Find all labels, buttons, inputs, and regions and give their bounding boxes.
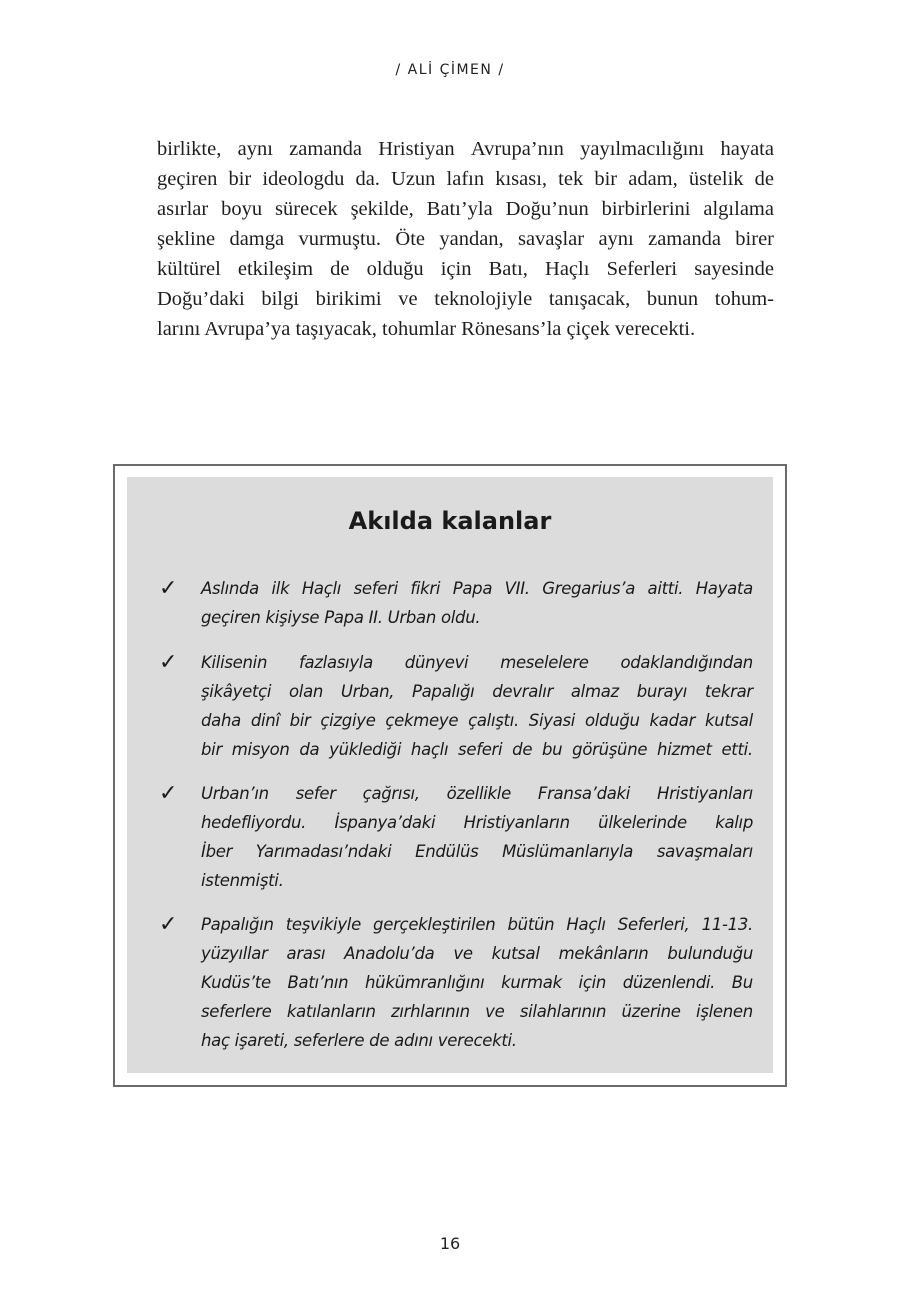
word: Siyasi bbox=[528, 711, 576, 730]
word: almaz bbox=[570, 682, 619, 701]
word: zamanda bbox=[648, 228, 721, 250]
summary-item-line bbox=[201, 939, 753, 968]
word: bilgi bbox=[261, 288, 299, 310]
summary-item-line bbox=[201, 574, 753, 603]
word: ideologdu bbox=[262, 168, 345, 190]
word: şekilde, bbox=[350, 198, 414, 220]
word: aitti. bbox=[647, 579, 684, 598]
word: kalıp bbox=[715, 813, 753, 832]
summary-item-line bbox=[201, 808, 753, 837]
word: bütün bbox=[507, 915, 555, 934]
word: görüşüne bbox=[572, 740, 648, 759]
word: daha bbox=[201, 711, 241, 730]
word: sefer bbox=[295, 784, 336, 803]
word: Hristiyanların bbox=[463, 813, 570, 832]
word: da. bbox=[355, 168, 380, 190]
word: seferlere bbox=[201, 1002, 272, 1021]
word: asırlar bbox=[157, 198, 209, 220]
word: Haçlı bbox=[301, 579, 342, 598]
word: Hristiyanları bbox=[657, 784, 753, 803]
word: kadar bbox=[649, 711, 696, 730]
word: bir bbox=[228, 168, 252, 190]
word: teknolojiyle bbox=[434, 288, 533, 310]
word: Papa bbox=[452, 579, 493, 598]
word: Doğu’daki bbox=[157, 288, 245, 310]
word: kutsal bbox=[491, 944, 540, 963]
word: haçlı bbox=[410, 740, 449, 759]
body-line bbox=[157, 224, 774, 254]
word: Urban, bbox=[340, 682, 395, 701]
word: devralır bbox=[492, 682, 554, 701]
word: çizgiye bbox=[320, 711, 376, 730]
summary-box-title: Akılda kalanlar bbox=[348, 507, 552, 535]
word: ve bbox=[485, 1002, 505, 1021]
word: zamanda bbox=[289, 138, 363, 160]
word: etkileşim bbox=[237, 258, 314, 280]
word: birbirlerini bbox=[601, 198, 691, 220]
word: tohum- bbox=[714, 288, 774, 310]
word: çekmeye bbox=[385, 711, 459, 730]
summary-item-line: haç işareti, seferlere de adını verecekti. bbox=[201, 1031, 517, 1050]
word: Endülüs bbox=[415, 842, 479, 861]
checkmark-icon: ✓ bbox=[159, 781, 178, 806]
summary-item-line bbox=[201, 997, 753, 1026]
word: mekânların bbox=[558, 944, 649, 963]
word: seferi bbox=[353, 579, 398, 598]
word: çalıştı. bbox=[468, 711, 519, 730]
word: Hristiyan bbox=[378, 138, 455, 160]
word: hedefliyordu. bbox=[201, 813, 307, 832]
word: tek bbox=[558, 168, 584, 190]
word: burayı bbox=[636, 682, 688, 701]
word: ve bbox=[453, 944, 473, 963]
word: katılanların bbox=[286, 1002, 376, 1021]
running-head: / ALİ ÇİMEN / bbox=[395, 62, 505, 78]
word: çağrısı, bbox=[362, 784, 420, 803]
word: adam, bbox=[628, 168, 678, 190]
word: lafın bbox=[446, 168, 485, 190]
word: Gregarius’a bbox=[542, 579, 636, 598]
word: seferi bbox=[458, 740, 503, 759]
summary-item-line bbox=[201, 779, 753, 808]
word: Yarımadası’ndaki bbox=[255, 842, 392, 861]
word: Kilisenin bbox=[201, 653, 268, 672]
word: gerçekleştirilen bbox=[373, 915, 496, 934]
word: Papalığı bbox=[411, 682, 475, 701]
word: arası bbox=[286, 944, 326, 963]
word: aynı bbox=[598, 228, 634, 250]
word: birlikte, bbox=[157, 138, 222, 160]
word: hayata bbox=[720, 138, 774, 160]
word: VII. bbox=[504, 579, 530, 598]
word: İber bbox=[201, 842, 233, 861]
word: fazlasıyla bbox=[298, 653, 373, 672]
word: bu bbox=[541, 740, 563, 759]
word: damga bbox=[229, 228, 285, 250]
word: boyu bbox=[221, 198, 263, 220]
word: Öte bbox=[395, 228, 425, 250]
summary-item-line bbox=[201, 837, 753, 866]
word: tanışacak, bbox=[548, 288, 631, 310]
body-line bbox=[157, 194, 774, 224]
summary-item-line bbox=[201, 735, 753, 764]
summary-item-text bbox=[201, 779, 753, 895]
word: yüklediği bbox=[329, 740, 402, 759]
word: Anadolu’da bbox=[344, 944, 435, 963]
word: birer bbox=[735, 228, 774, 250]
word: savaşmaları bbox=[656, 842, 753, 861]
word: bir bbox=[594, 168, 618, 190]
word: bir bbox=[201, 740, 222, 759]
word: da bbox=[299, 740, 320, 759]
word: Müslümanlarıyla bbox=[502, 842, 634, 861]
checkmark-icon: ✓ bbox=[159, 912, 178, 937]
word: İspanya’daki bbox=[334, 813, 436, 832]
word: hükümranlığını bbox=[365, 973, 485, 992]
summary-item-text bbox=[201, 574, 753, 632]
word: silahlarının bbox=[519, 1002, 607, 1021]
summary-item-line bbox=[201, 677, 753, 706]
summary-item-line bbox=[201, 910, 753, 939]
word: bir bbox=[289, 711, 311, 730]
summary-box-inner bbox=[127, 477, 773, 1073]
word: odaklandığından bbox=[620, 653, 753, 672]
word: geçiren bbox=[157, 168, 218, 190]
word: Fransa’daki bbox=[537, 784, 631, 803]
word: özellikle bbox=[446, 784, 511, 803]
word: Hayata bbox=[695, 579, 753, 598]
word: Batı, bbox=[488, 258, 528, 280]
word: üzerine bbox=[621, 1002, 681, 1021]
word: düzenlendi. bbox=[622, 973, 716, 992]
word: şekline bbox=[157, 228, 216, 250]
word: teşvikiyle bbox=[285, 915, 361, 934]
word: de bbox=[512, 740, 533, 759]
word: aynı bbox=[237, 138, 273, 160]
word: etti. bbox=[721, 740, 753, 759]
word: bunun bbox=[646, 288, 699, 310]
summary-item-line: geçiren kişiyse Papa II. Urban oldu. bbox=[201, 608, 481, 627]
word: kültürel bbox=[157, 258, 221, 280]
word: savaşlar bbox=[518, 228, 585, 250]
word: kutsal bbox=[704, 711, 753, 730]
word: kısası, bbox=[495, 168, 548, 190]
word: ilk bbox=[271, 579, 290, 598]
summary-item-line bbox=[201, 706, 753, 735]
word: üstelik bbox=[688, 168, 744, 190]
word: dünyevi bbox=[404, 653, 469, 672]
word: Papalığın bbox=[201, 915, 274, 934]
page-number: 16 bbox=[439, 1234, 461, 1253]
summary-item-line bbox=[201, 648, 753, 677]
word: kurmak bbox=[501, 973, 562, 992]
word: Haçlı bbox=[566, 915, 606, 934]
word: Kudüs’te bbox=[201, 973, 271, 992]
body-line bbox=[157, 284, 774, 314]
word: ülkelerinde bbox=[598, 813, 687, 832]
body-paragraph bbox=[157, 134, 774, 344]
summary-item-text bbox=[201, 910, 753, 1055]
word: tekrar bbox=[704, 682, 753, 701]
word: için bbox=[440, 258, 472, 280]
word: de bbox=[754, 168, 774, 190]
word: Avrupa’nın bbox=[470, 138, 564, 160]
body-line bbox=[157, 164, 774, 194]
word: yüzyıllar bbox=[201, 944, 268, 963]
word: Urban’ın bbox=[201, 784, 269, 803]
word: yandan, bbox=[439, 228, 504, 250]
summary-item-text bbox=[201, 648, 753, 764]
body-line bbox=[157, 254, 774, 284]
word: Batı’nın bbox=[287, 973, 349, 992]
checkmark-icon: ✓ bbox=[159, 576, 178, 601]
checkmark-icon: ✓ bbox=[159, 650, 178, 675]
word: misyon bbox=[231, 740, 290, 759]
word: Batı’yla bbox=[426, 198, 493, 220]
word: fikri bbox=[410, 579, 441, 598]
word: Seferleri, bbox=[617, 915, 690, 934]
word: Haçlı bbox=[545, 258, 590, 280]
summary-item-line: istenmişti. bbox=[201, 871, 284, 890]
word: işlenen bbox=[696, 1002, 753, 1021]
word: meselelere bbox=[500, 653, 589, 672]
word: 11-13. bbox=[701, 915, 753, 934]
word: Bu bbox=[731, 973, 753, 992]
word: Seferleri bbox=[606, 258, 678, 280]
word: için bbox=[578, 973, 607, 992]
word: birikimi bbox=[315, 288, 382, 310]
summary-item-line bbox=[201, 968, 753, 997]
word: yayılmacılığını bbox=[580, 138, 705, 160]
summary-box bbox=[113, 464, 787, 1087]
word: sayesinde bbox=[694, 258, 774, 280]
word: dinî bbox=[250, 711, 280, 730]
word: şikâyetçi bbox=[201, 682, 272, 701]
word: algılama bbox=[703, 198, 774, 220]
word: de bbox=[330, 258, 350, 280]
word: Doğu’nun bbox=[505, 198, 589, 220]
word: olduğu bbox=[366, 258, 424, 280]
body-line bbox=[157, 134, 774, 164]
word: zırhlarının bbox=[391, 1002, 470, 1021]
word: ve bbox=[398, 288, 418, 310]
body-line: larını Avrupa’ya taşıyacak, tohumlar Rönesans’la çiçek verecekti. bbox=[157, 318, 696, 340]
word: sürecek bbox=[275, 198, 338, 220]
word: Uzun bbox=[391, 168, 436, 190]
word: olduğu bbox=[584, 711, 640, 730]
word: Aslında bbox=[201, 579, 259, 598]
word: olan bbox=[288, 682, 324, 701]
word: vurmuştu. bbox=[298, 228, 382, 250]
word: bulunduğu bbox=[667, 944, 753, 963]
word: hizmet bbox=[657, 740, 712, 759]
